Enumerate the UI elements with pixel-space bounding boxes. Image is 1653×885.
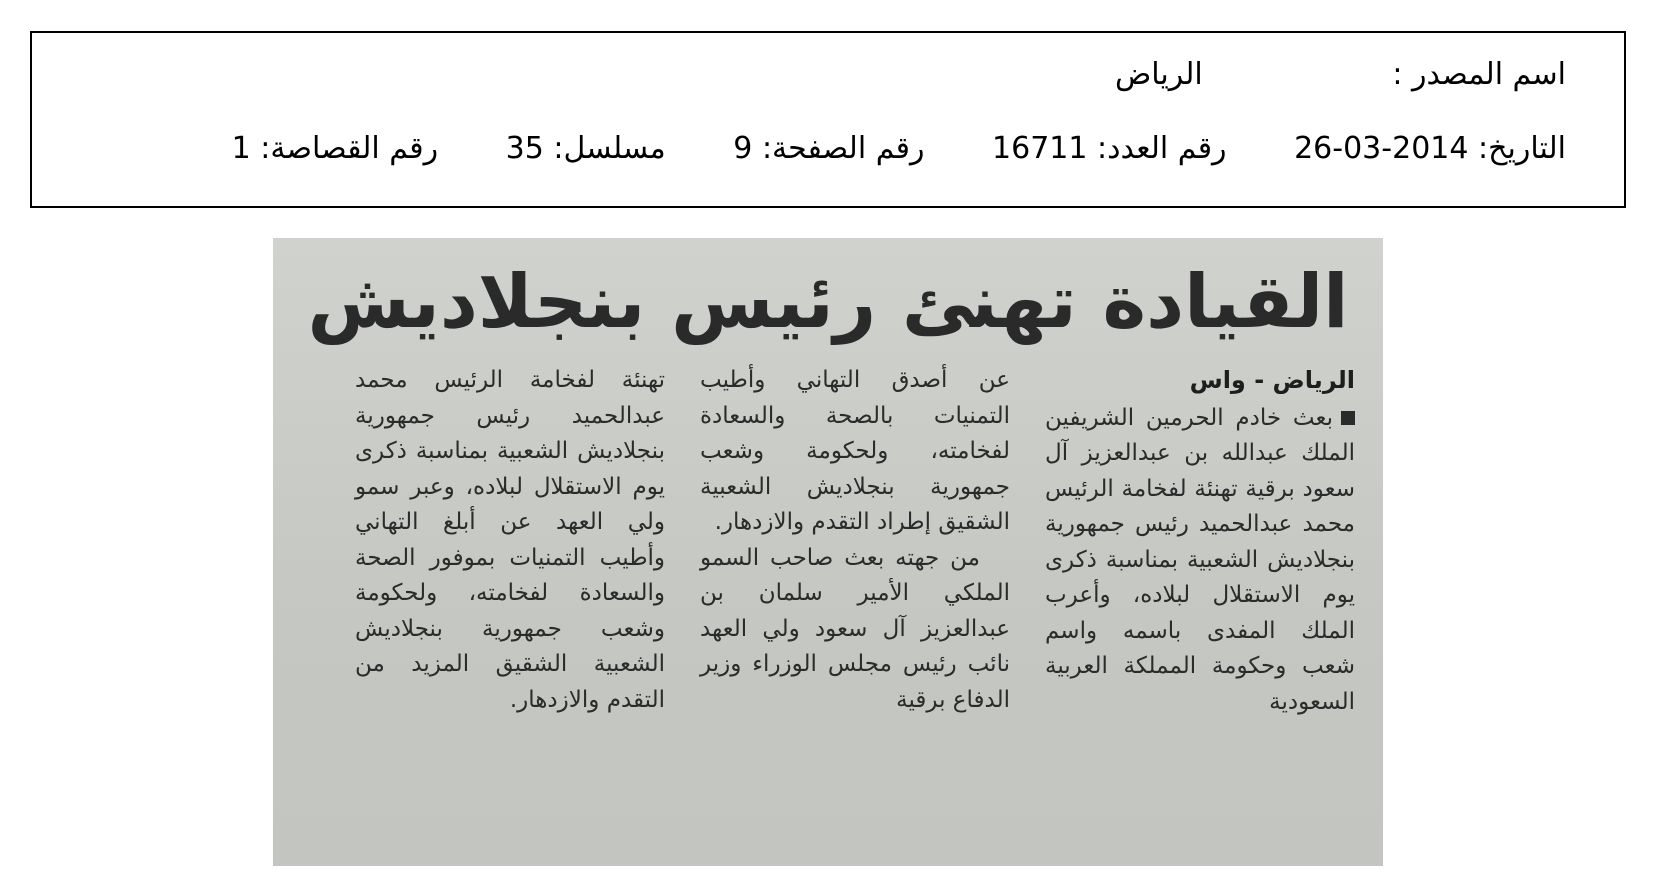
source-row xyxy=(1115,55,1566,95)
clip-label: رقم القصاصة: xyxy=(260,131,439,166)
serial-label: مسلسل: xyxy=(553,131,666,166)
serial-field xyxy=(506,129,666,169)
column-2-paragraph-2: من جهته بعث صاحب السمو الملكي الأمير سلمان بن عبدالعزيز آل سعود ولي العهد نائب رئيس مجلس الوزراء وزير الدفاع برقية xyxy=(700,544,1010,713)
clip-value: 1 xyxy=(231,131,251,166)
column-1-body: بعث خادم الحرمين الشريفين الملك عبدالله بن عبدالعزيز آل سعود برقية تهنئة لفخامة الرئيس محمد عبدالحميد رئيس جمهورية بنجلاديش الشعبية بمناسبة ذكرى يوم الاستقلال لبلاده، وأعرب الملك المفدى باسمه واسم شعب وحكومة المملكة العربية السعودية xyxy=(1045,404,1355,715)
issue-value: 16711 xyxy=(992,131,1088,166)
clipping-metadata-box xyxy=(30,31,1626,208)
date-field xyxy=(1294,129,1566,169)
details-row xyxy=(232,129,1566,169)
date-value: 2014-03-26 xyxy=(1294,131,1469,166)
date-label: التاريخ: xyxy=(1478,131,1566,166)
square-bullet-icon xyxy=(1341,411,1355,425)
article-headline: القيادة تهنئ رئيس بنجلاديش xyxy=(307,259,1349,345)
page-field xyxy=(733,129,924,169)
column-2-paragraph-1: عن أصدق التهاني وأطيب التمنيات بالصحة والسعادة لفخامته، ولحكومة وشعب جمهورية بنجلاديش الشعبية الشقيق إطراد التقدم والازدهار. xyxy=(700,367,1010,535)
article-dateline: الرياض - واس xyxy=(1189,366,1355,394)
issue-field xyxy=(992,129,1226,169)
source-value: الرياض xyxy=(1114,57,1203,92)
column-3-body: تهنئة لفخامة الرئيس محمد عبدالحميد رئيس جمهورية بنجلاديش الشعبية بمناسبة ذكرى يوم الاستقلال لبلاده، وعبر سمو ولي العهد عن أبلغ التهاني وأطيب التمنيات بموفور الصحة والسعادة لفخامته، ولحكومة وشعب جمهورية بنجلاديش الشعبية الشقيق المزيد من التقدم والازدهار. xyxy=(355,367,665,713)
issue-label: رقم العدد: xyxy=(1097,131,1227,166)
source-label: اسم المصدر : xyxy=(1392,57,1566,92)
article-column-3 xyxy=(355,363,665,718)
page-value: 9 xyxy=(733,131,753,166)
page-label: رقم الصفحة: xyxy=(761,131,925,166)
article-column-2 xyxy=(700,363,1010,718)
article-column-1-text xyxy=(1045,401,1355,721)
newspaper-clipping xyxy=(273,238,1383,866)
clip-field xyxy=(232,129,438,169)
article-column-1 xyxy=(1045,363,1355,720)
serial-value: 35 xyxy=(505,131,544,166)
